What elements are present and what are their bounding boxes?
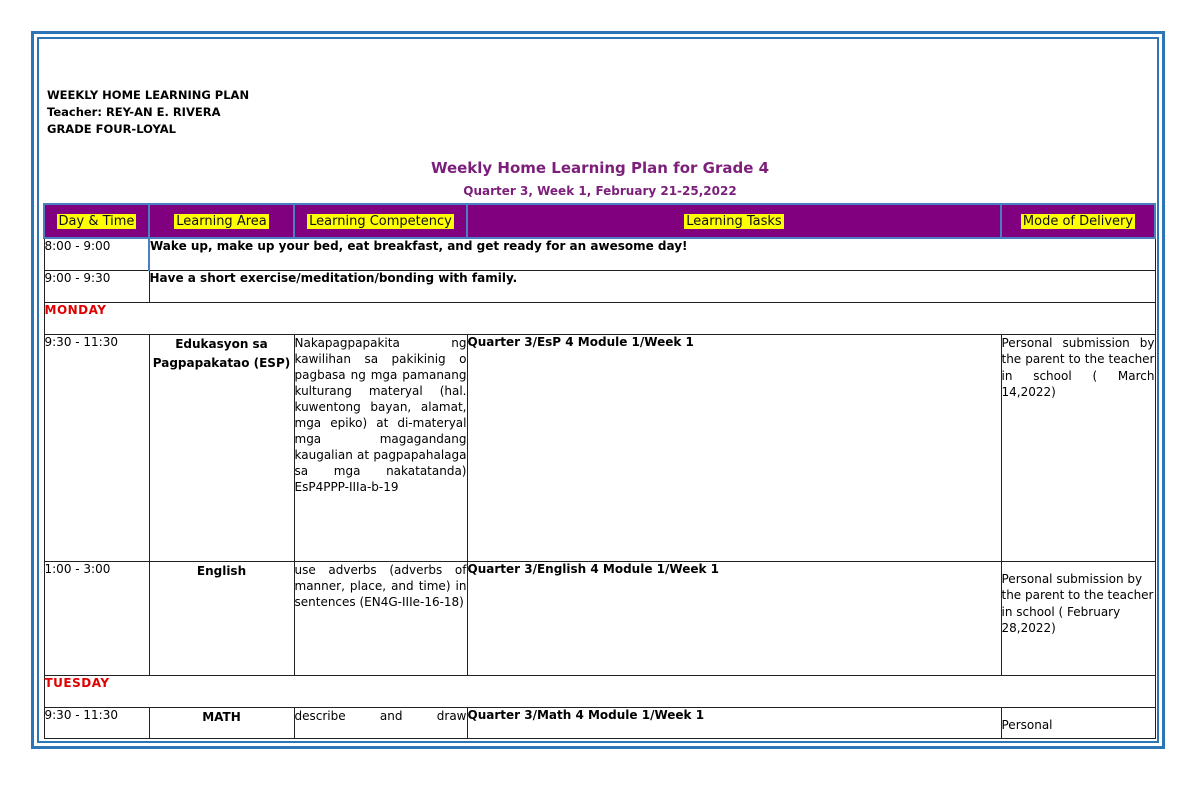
document-title: Weekly Home Learning Plan for Grade 4	[430, 159, 770, 177]
learning-area-cell: Edukasyon sa Pagpapakatao (ESP)	[149, 334, 294, 561]
day-row	[44, 302, 1155, 334]
day-label: MONDAY	[44, 302, 1155, 334]
table-row	[44, 238, 1155, 270]
time-cell: 1:00 - 3:00	[44, 561, 149, 675]
learning-area-cell: English	[149, 561, 294, 675]
plan-heading: WEEKLY HOME LEARNING PLAN	[47, 88, 250, 102]
competency-cell: Nakapagpapakita ng kawilihan sa pakikinig o pagbasa ng mga pamanang kulturang materyal (hal. kuwentong bayan, alamat, mga epiko) at di-materyal mga magagandang kaugalian at pagpapahalaga sa mga nakatatanda) EsP4PPP-IIIa-b-19	[294, 334, 467, 561]
task-cell: Quarter 3/EsP 4 Module 1/Week 1	[467, 334, 1001, 561]
mode-cell: Personal submission by the parent to the teacher in school ( February 28,2022)	[1001, 561, 1155, 675]
competency-cell: use adverbs (adverbs of manner, place, and time) in sentences (EN4G-IIIe-16-18)	[294, 561, 467, 675]
table-row	[44, 334, 1155, 561]
document-subtitle: Quarter 3, Week 1, February 21-25,2022	[463, 184, 737, 198]
mode-cell: Personal	[1001, 707, 1155, 738]
table-header-row	[44, 204, 1155, 238]
table-row	[44, 270, 1155, 302]
time-cell: 9:30 - 11:30	[44, 707, 149, 738]
column-header: Learning Competency	[294, 204, 467, 238]
teacher-name: Teacher: REY-AN E. RIVERA	[47, 105, 221, 119]
task-cell: Quarter 3/Math 4 Module 1/Week 1	[467, 707, 1001, 738]
time-cell: 9:00 - 9:30	[44, 270, 149, 302]
task-cell: Quarter 3/English 4 Module 1/Week 1	[467, 561, 1001, 675]
competency-cell: describe and draw	[294, 707, 467, 738]
table-row	[44, 707, 1155, 738]
mode-cell: Personal submission by the parent to the teacher in school ( March 14,2022)	[1001, 334, 1155, 561]
day-row	[44, 675, 1155, 707]
column-header: Learning Tasks	[467, 204, 1001, 238]
table-row	[44, 561, 1155, 675]
grade-section: GRADE FOUR-LOYAL	[47, 122, 176, 136]
learning-plan-table	[43, 203, 1156, 739]
learning-area-cell: MATH	[149, 707, 294, 738]
column-header: Day & Time	[44, 204, 149, 238]
routine-cell: Wake up, make up your bed, eat breakfast, and get ready for an awesome day!	[149, 238, 1155, 270]
time-cell: 8:00 - 9:00	[44, 238, 149, 270]
time-cell: 9:30 - 11:30	[44, 334, 149, 561]
column-header: Mode of Delivery	[1001, 204, 1155, 238]
day-label: TUESDAY	[44, 675, 1155, 707]
column-header: Learning Area	[149, 204, 294, 238]
routine-cell: Have a short exercise/meditation/bonding with family.	[149, 270, 1155, 302]
